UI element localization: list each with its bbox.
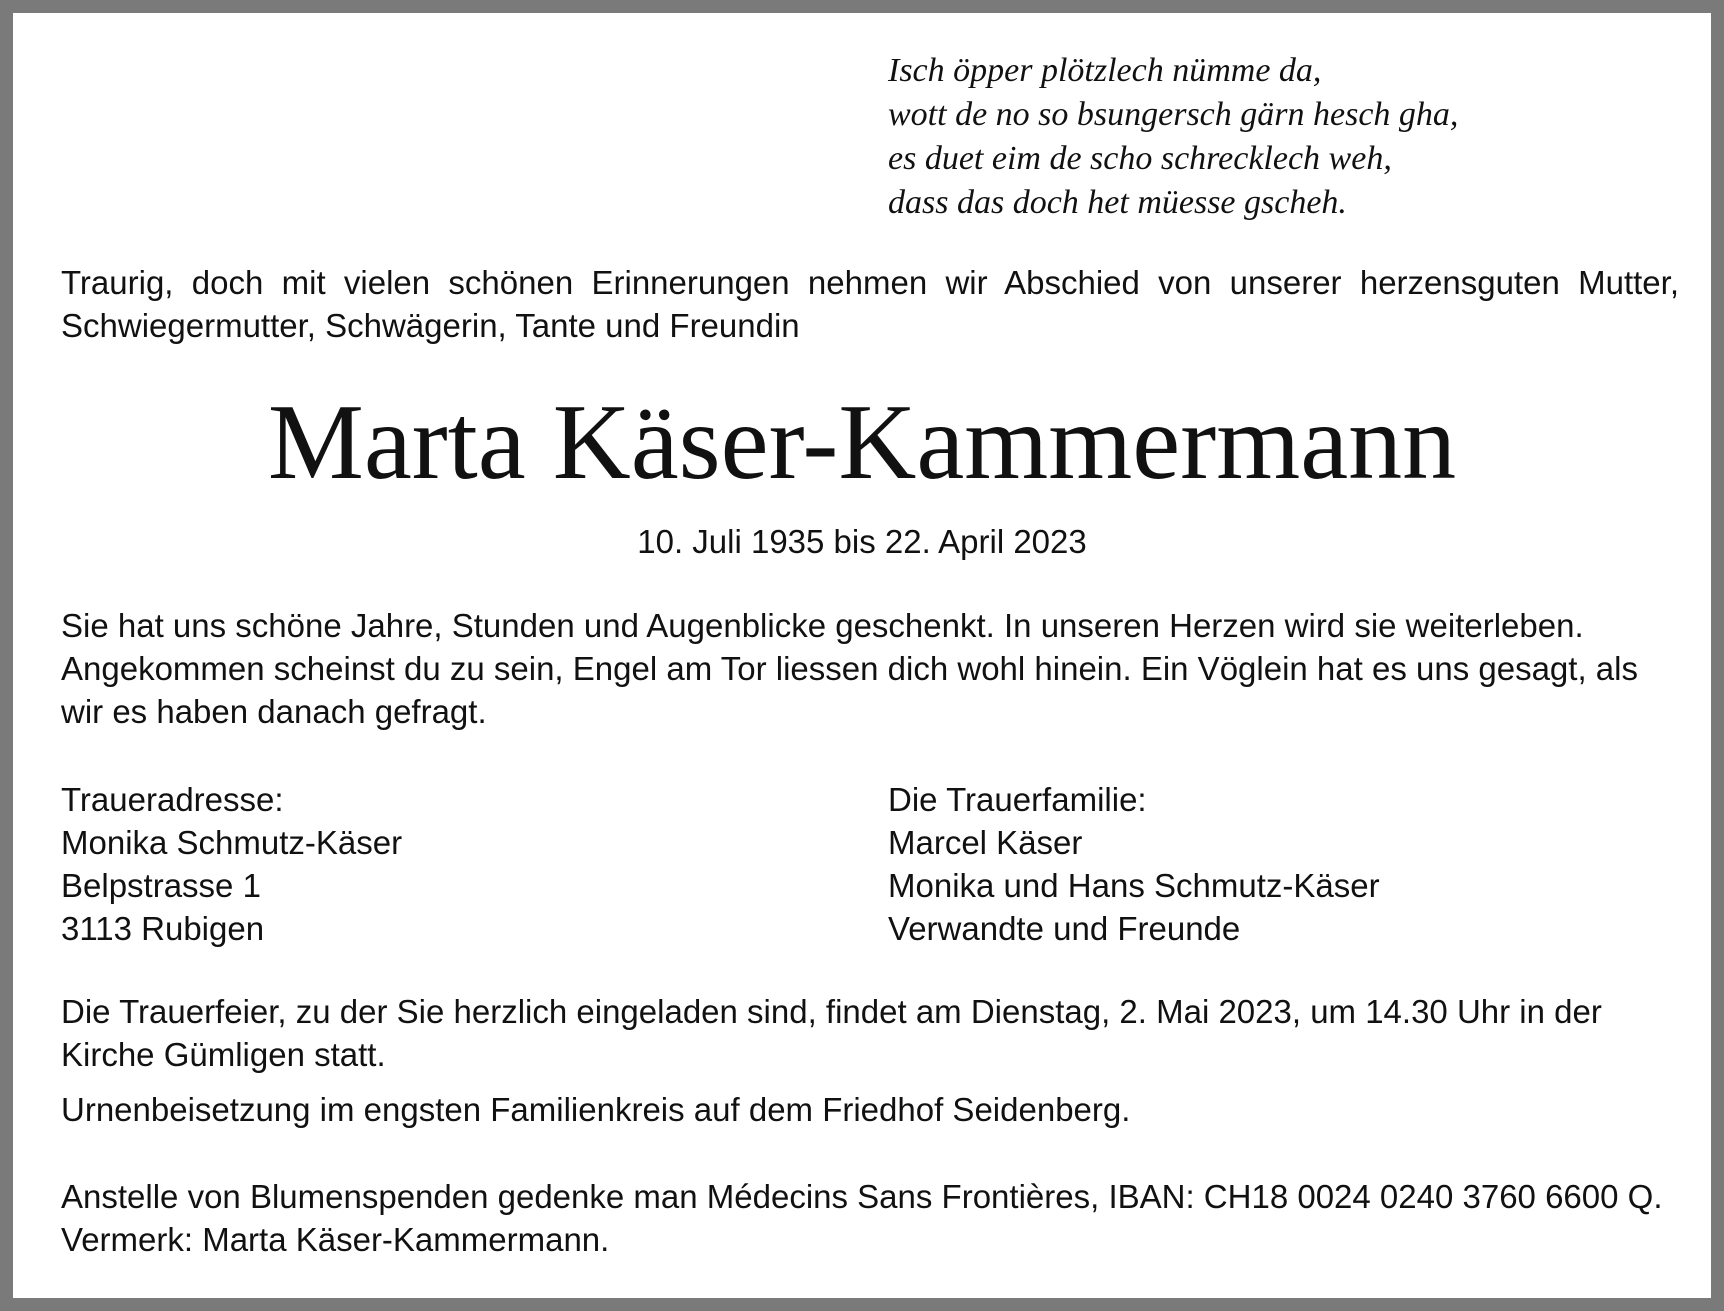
address-line: Monika Schmutz-Käser [61, 824, 403, 861]
urn-burial-info: Urnenbeisetzung im engsten Familienkreis auf dem Friedhof Seidenberg. [61, 1091, 1131, 1128]
family-member: Marcel Käser [888, 824, 1083, 861]
obituary-notice [13, 13, 1711, 1298]
family-member: Monika und Hans Schmutz-Käser [888, 867, 1380, 904]
address-line: Belpstrasse 1 [61, 867, 261, 904]
family-heading: Die Trauerfamilie: [888, 781, 1147, 818]
poem [888, 49, 1458, 225]
address-heading: Traueradresse: [61, 781, 284, 818]
intro-text: Traurig, doch mit vielen schönen Erinnerungen nehmen wir Abschied von unserer herzensguten Mutter, Schwiegermutter, Schwägerin, Tante und Freundin [61, 264, 1679, 344]
life-dates: 10. Juli 1935 bis 22. April 2023 [637, 523, 1087, 560]
donation-reference: Vermerk: Marta Käser-Kammermann. [61, 1221, 610, 1258]
ceremony-info: Die Trauerfeier, zu der Sie herzlich eingeladen sind, findet am Dienstag, 2. Mai 2023, um 14.30 Uhr in der Kirche Gümligen statt. [61, 993, 1602, 1073]
poem-line: dass das doch het müesse gscheh. [888, 184, 1347, 221]
donation-line: Anstelle von Blumenspenden gedenke man Médecins Sans Frontières, IBAN: CH18 0024 0240 3760 6600 Q. [61, 1178, 1663, 1215]
family-member: Verwandte und Freunde [888, 910, 1241, 947]
poem-line: Isch öpper plötzlech nümme da, [888, 52, 1322, 89]
donation-info [61, 1175, 1679, 1261]
poem-line: wott de no so bsungersch gärn hesch gha, [888, 96, 1459, 133]
address-line: 3113 Rubigen [61, 910, 265, 947]
poem-line: es duet eim de scho schrecklech weh, [888, 140, 1392, 177]
memorial-text: Sie hat uns schöne Jahre, Stunden und Augenblicke geschenkt. In unseren Herzen wird sie weiterleben. Angekommen scheinst du zu sein, Engel am Tor liessen dich wohl hinein. Ein Vöglein hat es uns gesagt, als wir es haben danach gefragt. [61, 607, 1638, 730]
mourning-family [888, 778, 1380, 950]
mourning-address [61, 778, 402, 950]
deceased-name: Marta Käser-Kammermann [267, 383, 1457, 502]
